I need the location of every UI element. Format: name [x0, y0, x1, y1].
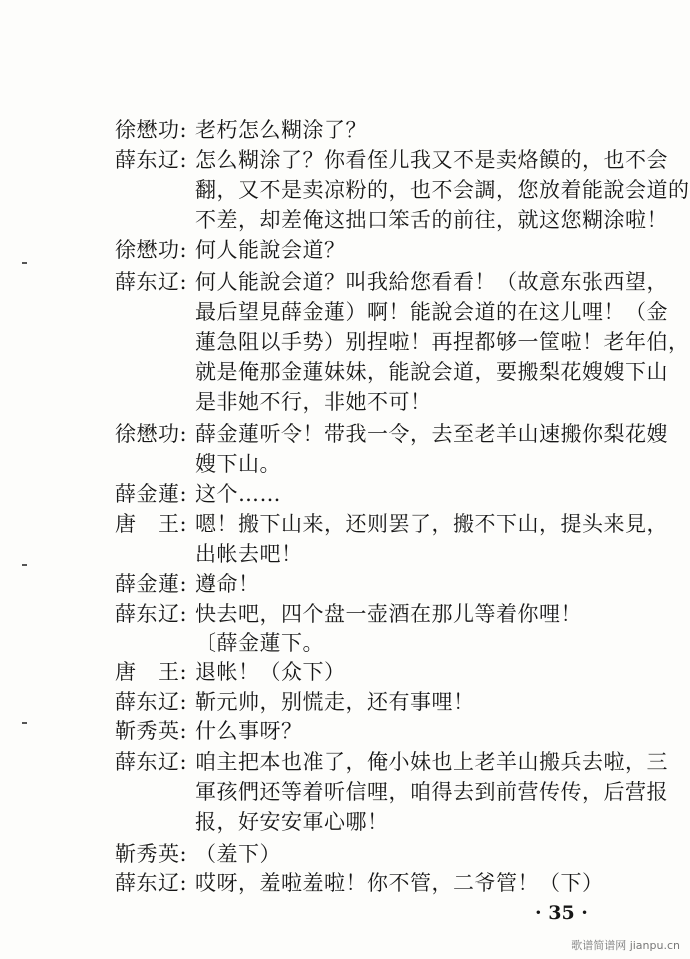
speaker-name: 薛东辽: [115, 871, 188, 895]
dialogue-text: 嗯！搬下山来，还则罢了，搬不下山，提头来見， [195, 512, 668, 536]
dialogue-line [0, 539, 690, 569]
speaker-name: 薛金蓮: [115, 572, 188, 596]
dialogue-text: 出帐去吧！ [195, 542, 303, 566]
dialogue-text: 〔薛金蓮下。 [195, 631, 324, 655]
dialogue-line [0, 235, 690, 265]
dialogue-line [0, 145, 690, 175]
dialogue-text: 何人能說会道？叫我給您看看！（故意东张西望， [195, 270, 668, 294]
dialogue-line [0, 657, 690, 687]
dialogue-text: 什么事呀？ [195, 719, 303, 743]
dialogue-line [0, 419, 690, 449]
dialogue-text: 軍孩們还等着听信哩，咱得去到前营传传，后营报 [195, 780, 668, 804]
dialogue-line [0, 479, 690, 509]
dialogue-text: 蓮急阻以手势）别捏啦！再捏都够一筐啦！老年伯， [195, 330, 690, 354]
dialogue-text: 退帐！（众下） [195, 660, 346, 684]
dialogue-line [0, 387, 690, 417]
speaker-name: 薛东辽: [115, 148, 188, 172]
dialogue-text: 快去吧，四个盘一壶酒在那儿等着你哩！ [195, 602, 582, 626]
dialogue-text: 嫂下山。 [195, 452, 281, 476]
dialogue-line [0, 687, 690, 717]
dialogue-line [0, 807, 690, 837]
dialogue-text: 怎么糊涂了？你看侄儿我又不是卖烙饃的，也不会 [195, 148, 668, 172]
speaker-name: 唐 王: [115, 660, 188, 684]
dialogue-text: 翻，又不是卖凉粉的，也不会調，您放着能說会道的 [195, 178, 690, 202]
speaker-name: 薛东辽: [115, 602, 188, 626]
dialogue-text: 就是俺那金蓮妹妹，能說会道，要搬梨花嫂嫂下山 [195, 360, 668, 384]
dialogue-line [0, 115, 690, 145]
speaker-name: 薛东辽: [115, 750, 188, 774]
dialogue-text: 报，好安安軍心哪！ [195, 810, 389, 834]
dialogue-text: 靳元帅，别慌走，还有事哩！ [195, 690, 475, 714]
speaker-name: 薛东辽: [115, 270, 188, 294]
dialogue-text: 最后望見薛金蓮）啊！能說会道的在这儿哩！（金 [195, 300, 668, 324]
dialogue-line [0, 839, 690, 869]
dialogue-line [0, 175, 690, 205]
dialogue-line [0, 716, 690, 746]
speaker-name: 靳秀英: [115, 842, 188, 866]
dialogue-line [0, 599, 690, 629]
dialogue-text: 不差，却差俺这拙口笨舌的前往，就这您糊涂啦！ [195, 208, 668, 232]
dialogue-text: 咱主把本也准了，俺小妹也上老羊山搬兵去啦，三 [195, 750, 668, 774]
dialogue-text: 老朽怎么糊涂了？ [195, 118, 367, 142]
stage-direction [0, 628, 690, 658]
dialogue-line [0, 267, 690, 297]
speaker-name: 徐懋功: [115, 118, 188, 142]
speaker-name: 徐懋功: [115, 238, 188, 262]
dialogue-line [0, 449, 690, 479]
dialogue-line [0, 327, 690, 357]
dialogue-text: 薛金蓮听令！带我一令，去至老羊山速搬你梨花嫂 [195, 422, 668, 446]
dialogue-line [0, 509, 690, 539]
dialogue-line [0, 868, 690, 898]
dialogue-line [0, 777, 690, 807]
speaker-name: 徐懋功: [115, 422, 188, 446]
dialogue-line [0, 747, 690, 777]
speaker-name: 薛东辽: [115, 690, 188, 714]
dialogue-line [0, 569, 690, 599]
dialogue-text: 遵命！ [195, 572, 260, 596]
speaker-name: 靳秀英: [115, 719, 188, 743]
dialogue-text: 这个…… [195, 482, 281, 506]
dialogue-line [0, 357, 690, 387]
speaker-name: 唐 王: [115, 512, 188, 536]
page-number: · 35 · [535, 902, 588, 924]
dialogue-text: 是非她不行，非她不可！ [195, 390, 432, 414]
dialogue-line [0, 297, 690, 327]
dialogue-text: 哎呀，羞啦羞啦！你不管，二爷管！（下） [195, 871, 604, 895]
speaker-name: 薛金蓮: [115, 482, 188, 506]
watermark: 歌谱简谱网 jianpu.cn [571, 939, 680, 952]
dialogue-line [0, 205, 690, 235]
dialogue-text: （羞下） [195, 842, 281, 866]
dialogue-text: 何人能說会道？ [195, 238, 346, 262]
